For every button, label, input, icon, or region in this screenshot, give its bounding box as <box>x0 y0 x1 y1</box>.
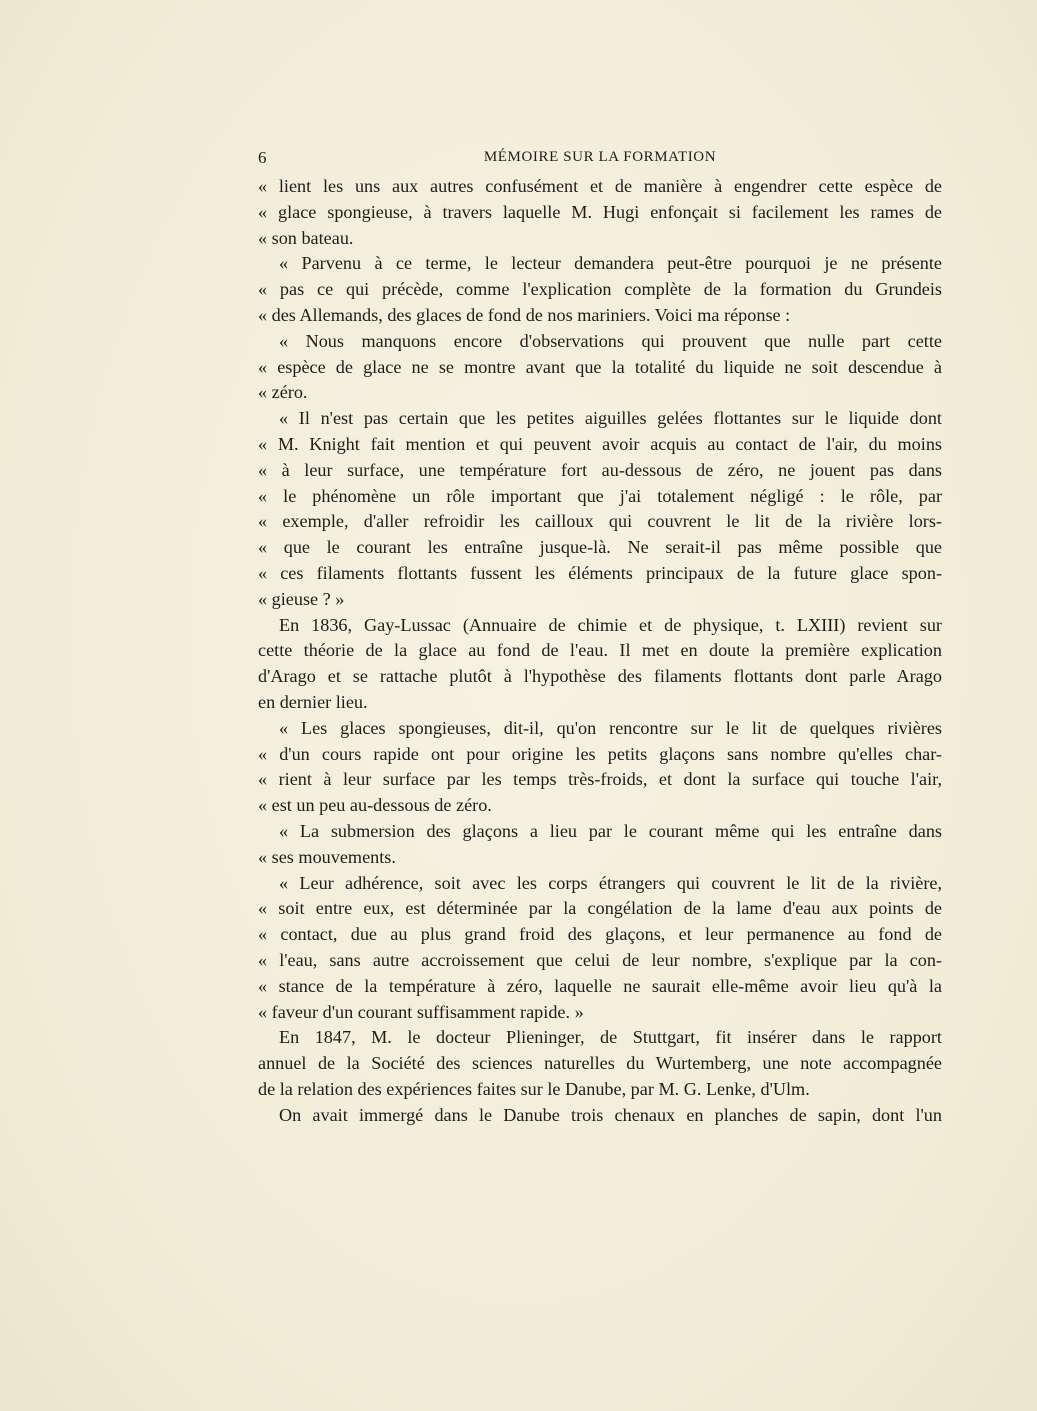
text-line: « que le courant les entraîne jusque-là. Ne serait-il pas même possible que <box>258 537 942 558</box>
text-line: « rient à leur surface par les temps très-froids, et dont la surface qui touche l'air, <box>258 769 942 790</box>
text-line: « l'eau, sans autre accroissement que celui de leur nombre, s'explique par la con- <box>258 949 942 970</box>
text-line: « La submersion des glaçons a lieu par le courant même qui les entraîne dans <box>279 820 942 841</box>
text-line: « contact, due au plus grand froid des glaçons, et leur permanence au fond de <box>258 924 942 945</box>
text-line: « zéro. <box>258 382 308 403</box>
text-line: « lient les uns aux autres confusément et de manière à engendrer cette espèce de <box>258 176 942 196</box>
text-line: « espèce de glace ne se montre avant que la totalité du liquide ne soit descendue à <box>258 356 942 377</box>
text-line: de la relation des expériences faites sur le Danube, par M. G. Lenke, d'Ulm. <box>258 1078 810 1099</box>
text-line: « est un peu au-dessous de zéro. <box>258 795 492 816</box>
text-line: « le phénomène un rôle important que j'ai totalement négligé : le rôle, par <box>258 485 942 506</box>
page-number: 6 <box>258 148 267 167</box>
text-line: « faveur d'un courant suffisamment rapide. » <box>258 1001 584 1022</box>
text-line: « M. Knight fait mention et qui peuvent avoir acquis au contact de l'air, du moins <box>258 433 942 454</box>
text-line: « Parvenu à ce terme, le lecteur demandera peut-être pourquoi je ne présente <box>279 253 942 274</box>
body-text <box>258 174 942 1128</box>
text-line: « Il n'est pas certain que les petites aiguilles gelées flottantes sur le liquide dont <box>279 408 942 429</box>
text-line: cette théorie de la glace au fond de l'eau. Il met en doute la première explication <box>258 640 942 661</box>
text-line: en dernier lieu. <box>258 691 368 712</box>
text-line: « soit entre eux, est déterminée par la congélation de la lame d'eau aux points de <box>258 898 942 919</box>
text-line: « exemple, d'aller refroidir les cailloux qui couvrent le lit de la rivière lors- <box>258 511 942 532</box>
text-line: « glace spongieuse, à travers laquelle M. Hugi enfonçait si facilement les rames de <box>258 201 942 222</box>
running-title: MÉMOIRE SUR LA FORMATION <box>483 149 717 165</box>
text-line: « Les glaces spongieuses, dit-il, qu'on rencontre sur le lit de quelques rivières <box>279 717 942 738</box>
text-line: En 1836, Gay-Lussac (Annuaire de chimie et de physique, t. LXIII) revient sur <box>279 614 942 635</box>
text-line: « stance de la température à zéro, laquelle ne saurait elle-même avoir lieu qu'à la <box>258 975 942 996</box>
text-line: « Leur adhérence, soit avec les corps étrangers qui couvrent le lit de la rivière, <box>279 872 942 893</box>
text-line: « pas ce qui précède, comme l'explication complète de la formation du Grundeis <box>258 279 942 300</box>
text-line: « son bateau. <box>258 227 354 248</box>
text-line: « ses mouvements. <box>258 846 396 867</box>
text-line: « ces filaments flottants fussent les éléments principaux de la future glace spon- <box>258 562 942 583</box>
text-line: « gieuse ? » <box>258 588 345 609</box>
text-line: « à leur surface, une température fort au-dessous de zéro, ne jouent pas dans <box>258 459 942 480</box>
text-line: En 1847, M. le docteur Plieninger, de Stuttgart, fit insérer dans le rapport <box>279 1027 942 1048</box>
page-header <box>258 148 942 168</box>
text-line: « d'un cours rapide ont pour origine les petits glaçons sans nombre qu'elles char- <box>258 743 942 764</box>
text-line: « des Allemands, des glaces de fond de nos mariniers. Voici ma réponse : <box>258 304 791 325</box>
text-line: On avait immergé dans le Danube trois chenaux en planches de sapin, dont l'un <box>279 1104 942 1125</box>
text-line: « Nous manquons encore d'observations qui prouvent que nulle part cette <box>279 330 942 351</box>
text-line: annuel de la Société des sciences naturelles du Wurtemberg, une note accompagnée <box>258 1053 942 1074</box>
text-line: d'Arago et se rattache plutôt à l'hypothèse des filaments flottants dont parle Arago <box>258 666 942 687</box>
